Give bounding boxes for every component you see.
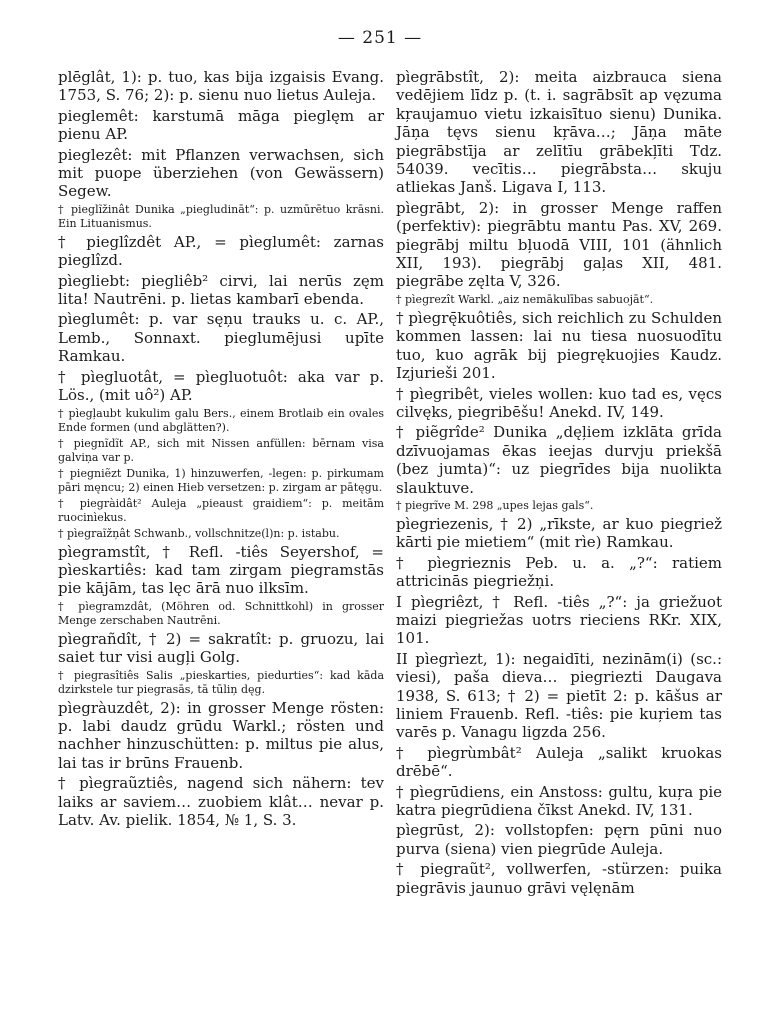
- dictionary-entry: † pìegluotât, = pìegluotuôt: aka var p. Lös., (mit uô²) AP.: [58, 367, 384, 405]
- dictionary-entry: pìegràuzdêt, 2): in grosser Menge rösten: p. labi daudz grūdu Warkl.; rösten und nachher hinzuschütten: p. miltus pie alus, lai tas ir brūns Frauenb.: [58, 698, 384, 772]
- dictionary-entry: † piegrĩve M. 298 „upes lejas gals“.: [396, 498, 594, 512]
- dictionary-entry: plēglât, 1): p. tuo, kas bija izgaisis Evang. 1753, S. 76; 2): p. sienu nuo lietus Auleja.: [58, 68, 384, 105]
- dictionary-entry: † piegràidât² Auleja „pieaust graidiem“: p. meitām ruocinìekus.: [58, 496, 384, 524]
- dictionary-entry: pìegrābt, 2): in grosser Menge raffen (perfektiv): piegrābtu mantu Pas. XV, 269. piegrābj miltu bļuodā VIII, 101 (ähnlich XII, 193). piegrābj gaļas XII, 481. piegrābe zęlta V, 326.: [396, 198, 722, 291]
- left-column: [58, 68, 384, 831]
- dictionary-entry: pìegramstît, † Refl. -tiês Seyershof, = pìeskartiês: kad tam zirgam piegramstās pie kājām, tas lęc ārā nuo ilksīm.: [58, 542, 384, 598]
- dictionary-entry: pìegriezenis, † 2) „rīkste, ar kuo piegriež kārti pie mietiem“ (mit rìe) Ramkau.: [396, 514, 722, 552]
- dictionary-entry: † pieglîzdêt AP., = pìeglumêt: zarnas pieglîzd.: [58, 232, 384, 270]
- dictionary-entry: pìegrūst, 2): vollstopfen: pęrn pūni nuo purva (siena) vien piegrūde Auleja.: [396, 821, 722, 858]
- dictionary-entry: I pìegriêzt, † Refl. -tiês „?“: ja griežuot maizi piegriežas uotrs rieciens RKr. XIX, 101.: [396, 592, 722, 648]
- dictionary-entry: pieglezêt: mit Pflanzen verwachsen, sich mit puope überziehen (von Gewässern) Segew.: [58, 145, 384, 201]
- dictionary-entry: † pìegraĩžņât Schwanb., vollschnitze(l)n: p. istabu.: [58, 526, 340, 540]
- dictionary-entry: † pìegraũztiês, nagend sich nähern: tev laiks ar saviem… zuobiem klât… nevar p. Latv. Av. pielik. 1854, № 1, S. 3.: [58, 774, 384, 829]
- dictionary-entry: † pìegribêt, vieles wollen: kuo tad es, vęcs cilvęks, piegribēšu! Anekd. IV, 149.: [396, 384, 722, 421]
- dictionary-entry: pìegliebt: piegliêb² cirvi, lai nerūs zęm lita! Nautrēni. p. lietas kambarī ebenda.: [58, 271, 384, 309]
- dictionary-entry: pieglemêt: karstumā māga pieglęm ar pienu AP.: [58, 106, 384, 144]
- dictionary-entry: pìeglumêt: p. var sęņu trauks u. c. AP., Lemb., Sonnaxt. pieglumējusi upīte Ramkau.: [58, 310, 384, 366]
- right-column: [396, 68, 722, 899]
- dictionary-entry: pìegrañdît, † 2) = sakratît: p. gruozu, lai saiet tur visi augļi Golg.: [58, 629, 384, 667]
- dictionary-entry: † pìegrieznis Peb. u. a. „?“: ratiem attricinās piegriežņi.: [396, 553, 722, 591]
- dictionary-entry: II pìegrìezt, 1): negaidīti, nezinām(i) (sc.: viesi), paša dieva… piegriezti Daugava 1938, S. 613; † 2) = pietīt 2: p. kāšus ar liniem Frauenb. Refl. -tiês: pie kuŗiem tas varēs p. Vanagu ligzda 256.: [396, 649, 722, 742]
- dictionary-entry: † pìegļaubt kukulim galu Bers., einem Brotlaib ein ovales Ende formen (und abglätten?).: [58, 406, 384, 434]
- dictionary-entry: pìegrābstît, 2): meita aizbrauca siena vedējiem līdz p. (t. i. sagrābsīt ap vęzuma kŗaujamuo vietu izkaisītuo sienu) Dunika. Jāņa tęvs sienu kŗāva…; Jāņa māte piegrābstīja ar zelītīu grābekļīti Tdz. 54039. vecītis… piegrābsta… skuju atliekas Janš. Ligava I, 113.: [396, 68, 722, 197]
- dictionary-entry: † pìegrùmbât² Auleja „salikt kruokas drēbē“.: [396, 743, 722, 781]
- dictionary-entry: † pieglĩžinât Dunika „piegludināt“: p. uzmūrētuo krāsni. Ein Lituanismus.: [58, 202, 384, 230]
- dictionary-entry: † piegniẽzt Dunika, 1) hinzuwerfen, -legen: p. pirkumam pāri męncu; 2) einen Hieb versetzen: p. zirgam ar pātęgu.: [58, 466, 384, 494]
- dictionary-entry: † pìegramzdât, (Möhren od. Schnittkohl) in grosser Menge zerschaben Nautrēni.: [58, 599, 384, 627]
- dictionary-entry: † pìegrūdiens, ein Anstoss: gultu, kuŗa pie katra piegrūdiena čīkst Anekd. IV, 131.: [396, 782, 722, 820]
- dictionary-entry: † pìegrę̄kuôtiês, sich reichlich zu Schulden kommen lassen: lai nu tiesa nuosuodītu tuo, kuo agrāk bij piegrękuojies Kaudz. Izjurieši 201.: [396, 308, 722, 383]
- dictionary-entry: † piegrasîtiês Salis „pieskarties, piedurties“: kad kāda dzirkstele tur piegrasās, tā tūliņ dęg.: [58, 668, 384, 696]
- dictionary-entry: † piẽgrîde² Dunika „dęļiem izklāta grīda dzīvuojamas ēkas ieejas durvju priekšā (bez jumta)“: uz piegrīdes bija nuolikta slauktuve.: [396, 423, 722, 497]
- dictionary-entry: † piegraũt², vollwerfen, -stürzen: puika piegrāvis jaunuo grāvi vęlęnām: [396, 860, 722, 897]
- dictionary-entry: † pìegrezît Warkl. „aiz nemākulības sabuojāt“.: [396, 292, 654, 306]
- page-number: — 251 —: [337, 28, 423, 48]
- dictionary-entry: † piegnĩdĩt AP., sich mit Nissen anfüllen: bērnam visa galviņa var p.: [58, 436, 384, 464]
